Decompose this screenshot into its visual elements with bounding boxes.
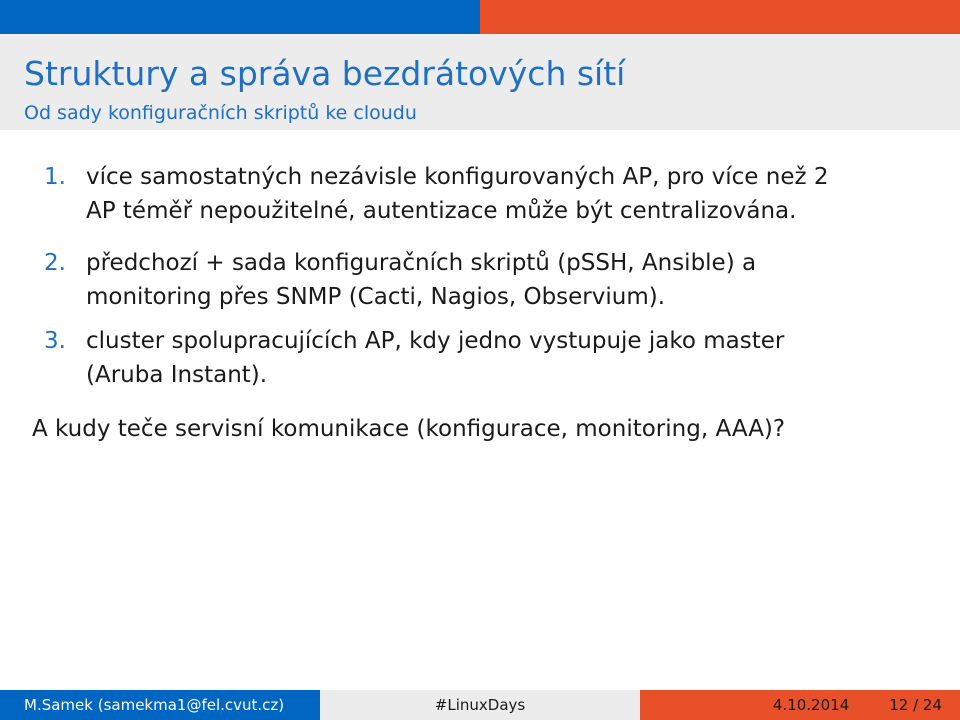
footer-event-text: #LinuxDays [434, 696, 526, 714]
list-item-text [86, 160, 906, 228]
top-color-bar [0, 0, 960, 34]
list-item-line: AP téměř nepoužitelné, autentizace může být centralizována. [86, 198, 797, 224]
list-item-line: předchozí + sada konfiguračních skriptů (pSSH, Ansible) a [86, 250, 757, 276]
footer-author [0, 690, 320, 720]
top-bar-blue-segment [0, 0, 480, 34]
title-block [0, 34, 960, 130]
closing-question: A kudy teče servisní komunikace (konfigurace, monitoring, AAA)? [32, 416, 786, 442]
footer-meta [640, 690, 960, 720]
list-item-line: monitoring přes SNMP (Cacti, Nagios, Observium). [86, 284, 666, 310]
top-bar-orange-segment [480, 0, 960, 34]
footer-event [320, 690, 640, 720]
list-item-number: 1. [44, 164, 66, 190]
footer-author-text: M.Samek (samekma1@fel.cvut.cz) [24, 696, 285, 714]
footer-bar [0, 690, 960, 720]
list-item-text [86, 246, 906, 314]
footer-page-number: 12 / 24 [889, 696, 942, 714]
list-item-number: 3. [44, 328, 66, 354]
list-item-number: 2. [44, 250, 66, 276]
slide-title: Struktury a správa bezdrátových sítí [24, 54, 626, 93]
list-item-line: více samostatných nezávisle konfigurovaných AP, pro více než 2 [86, 164, 829, 190]
list-item-text [86, 324, 906, 392]
list-item-line: (Aruba Instant). [86, 362, 268, 388]
list-item-line: cluster spolupracujících AP, kdy jedno vystupuje jako master [86, 328, 785, 354]
footer-date: 4.10.2014 [772, 696, 850, 714]
slide-subtitle: Od sady konfiguračních skriptů ke cloudu [24, 102, 417, 124]
